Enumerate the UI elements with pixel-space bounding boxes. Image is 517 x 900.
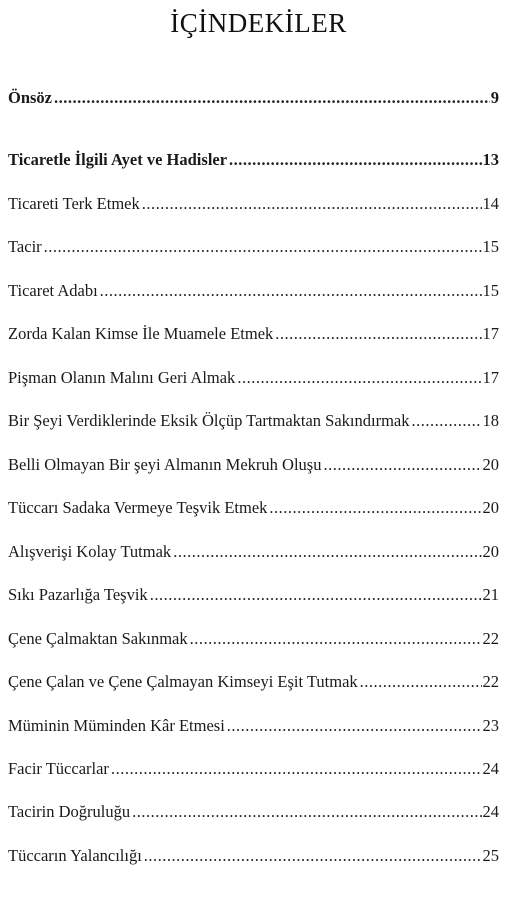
dot-leader — [190, 629, 482, 649]
toc-entry-page-number: 22 — [482, 672, 499, 691]
toc-entry-page-number: 20 — [482, 498, 499, 517]
toc-entry[interactable] — [8, 194, 499, 223]
page-title: İÇİNDEKİLER — [170, 8, 347, 38]
toc-entry[interactable] — [8, 802, 499, 831]
toc-entry-page-number: 21 — [482, 585, 499, 604]
dot-leader — [100, 281, 482, 301]
toc-entry-title: Tüccarı Sadaka Vermeye Teşvik Etmek — [8, 498, 268, 517]
toc-entry-page-number: 17 — [482, 368, 499, 387]
dot-leader — [412, 411, 482, 431]
toc-entry-page-number: 15 — [482, 281, 499, 300]
toc-entry[interactable] — [8, 88, 499, 117]
toc-entry[interactable] — [8, 324, 499, 353]
toc-entry[interactable] — [8, 150, 499, 179]
toc-entry[interactable] — [8, 237, 499, 266]
toc-entry-title: Alışverişi Kolay Tutmak — [8, 542, 172, 561]
toc-entry-title: Ticareti Terk Etmek — [8, 194, 140, 213]
dot-leader — [360, 672, 482, 692]
toc-entry-page-number: 22 — [482, 629, 499, 648]
dot-leader — [54, 88, 490, 108]
toc-entry[interactable] — [8, 846, 499, 875]
toc-entry-title: Bir Şeyi Verdiklerinde Eksik Ölçüp Tartmaktan Sakındırmak — [8, 411, 410, 430]
toc-entry-title: Tüccarın Yalancılığı — [8, 846, 142, 865]
toc-entry-title: Tacirin Doğruluğu — [8, 802, 131, 821]
toc-entry-page-number: 18 — [482, 411, 499, 430]
toc-entry-page-number: 23 — [482, 716, 499, 735]
toc-entry-title: Çene Çalmaktan Sakınmak — [8, 629, 188, 648]
dot-leader — [150, 585, 482, 605]
toc-entry-page-number: 25 — [482, 846, 499, 865]
toc-entry-title: Pişman Olanın Malını Geri Almak — [8, 368, 236, 387]
dot-leader — [111, 759, 482, 779]
toc-entry[interactable] — [8, 455, 499, 484]
toc-entry-page-number: 24 — [482, 802, 499, 821]
dot-leader — [132, 802, 481, 822]
dot-leader — [142, 194, 482, 214]
toc-entry-title: Müminin Müminden Kâr Etmesi — [8, 716, 225, 735]
toc-entry[interactable] — [8, 542, 499, 571]
toc-entry-page-number: 15 — [482, 237, 499, 256]
dot-leader — [237, 368, 481, 388]
toc-entry-page-number: 17 — [482, 324, 499, 343]
toc-entry[interactable] — [8, 498, 499, 527]
toc-entry[interactable] — [8, 411, 499, 440]
toc-entry-page-number: 20 — [482, 455, 499, 474]
toc-entry-title: Belli Olmayan Bir şeyi Almanın Mekruh Oluşu — [8, 455, 322, 474]
toc-entry-title: Çene Çalan ve Çene Çalmayan Kimseyi Eşit Tutmak — [8, 672, 358, 691]
dot-leader — [323, 455, 481, 475]
toc-entry[interactable] — [8, 585, 499, 614]
toc-entry-page-number: 9 — [490, 88, 499, 107]
toc-entry-title: Sıkı Pazarlığa Teşvik — [8, 585, 148, 604]
toc-entry-title: Facir Tüccarlar — [8, 759, 109, 778]
dot-leader — [275, 324, 481, 344]
dot-leader — [269, 498, 481, 518]
toc-entry-title: Ticaretle İlgili Ayet ve Hadisler — [8, 150, 228, 169]
dot-leader — [144, 846, 482, 866]
dot-leader — [229, 150, 481, 170]
toc-entry[interactable] — [8, 672, 499, 701]
toc-entry-title: Zorda Kalan Kimse İle Muamele Etmek — [8, 324, 274, 343]
toc-entry-page-number: 24 — [482, 759, 499, 778]
toc-entry-title: Ticaret Adabı — [8, 281, 98, 300]
dot-leader — [227, 716, 482, 736]
toc-entry-title: Önsöz — [8, 88, 53, 107]
toc-entry-title: Tacir — [8, 237, 42, 256]
toc-entry-page-number: 13 — [482, 150, 499, 169]
toc-entry[interactable] — [8, 368, 499, 397]
toc-entry[interactable] — [8, 629, 499, 658]
toc-entry-page-number: 20 — [482, 542, 499, 561]
toc-entry[interactable] — [8, 716, 499, 745]
dot-leader — [173, 542, 481, 562]
toc-entry[interactable] — [8, 281, 499, 310]
dot-leader — [44, 237, 482, 257]
toc-entry-page-number: 14 — [482, 194, 499, 213]
toc-entry[interactable] — [8, 759, 499, 788]
